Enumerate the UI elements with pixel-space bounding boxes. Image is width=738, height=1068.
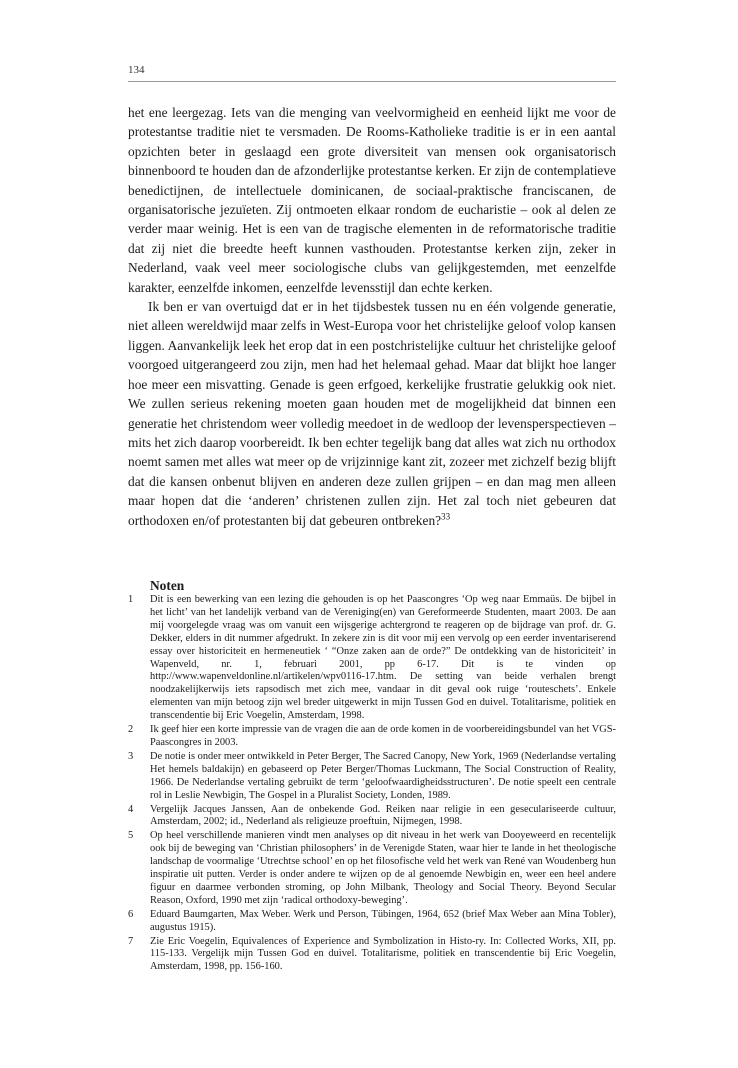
page-number: 134 xyxy=(128,64,145,76)
note-item xyxy=(128,804,616,830)
note-number: 4 xyxy=(128,803,134,815)
note-number: 3 xyxy=(128,750,134,762)
note-item xyxy=(128,936,616,975)
note-number: 1 xyxy=(128,594,134,605)
note-item xyxy=(128,724,616,750)
paragraph: het ene leergezag. Iets van die menging van veelvormigheid en eenheid lijkt me voor de protestantse traditie niet te versmaden. De Rooms-Katholieke traditie is er in een aantal opzichten beter in geslaagd een grote diversiteit van mensen ook organisatorisch binnenboord te houden dan de afzonderlijke protestantse kerken. Er zijn de contemplatieve benedictijnen, de intellectuele dominicanen, de sociaal-praktische franciscanen, de organisatorische jezuïeten. Zij ontmoeten elkaar rondom de eucharistie – ook al delen ze verder maar weinig. Het is een van de tragische elementen in de reformatorische traditie dat zij niet die breedte heeft kunnen vasthouden. Protestantse kerken zijn, zeker in Nederland, vaak veel meer sociologische clubs van gelijkgestemden, met eenzelfde karakter, eenzelfde inkomen, eenzelfde levensstijl dan echte kerken. xyxy=(128,105,616,295)
body-text xyxy=(128,103,616,530)
footnote-reference[interactable]: 33 xyxy=(441,511,451,522)
note-number: 2 xyxy=(128,724,134,736)
note-text: Eduard Baumgarten, Max Weber. Werk und Person, Tübingen, 1964, 652 (brief Max Weber aan Mina Tobler), augustus 1915). xyxy=(150,908,616,933)
note-text: Zie Eric Voegelin, Equivalences of Experience and Symbolization in Histo-ry. In: Collected Works, XII, pp. 115-133. Vergelijk mijn Tussen God en duivel. Totalitarisme, politiek en transcendentie bij Eric Voegelin, Amsterdam, 1998, pp. 156-160. xyxy=(150,935,616,973)
paragraph xyxy=(128,297,616,530)
header-rule xyxy=(128,81,616,82)
notes-list xyxy=(128,594,616,975)
note-number: 7 xyxy=(128,935,134,947)
notes-heading: Noten xyxy=(150,578,185,593)
note-text: Ik geef hier een korte impressie van de vragen die aan de orde komen in de voorbereidingsbundel van het VGS-Paascongres in 2003. xyxy=(150,724,616,748)
note-number: 5 xyxy=(128,830,134,842)
note-text: Vergelijk Jacques Janssen, Aan de onbekende God. Reiken naar religie in een geseculariseerde cultuur, Amsterdam, 2002; id., Nederland als religieuze proeftuin, Nijmegen, 1998. xyxy=(150,803,616,828)
note-number: 6 xyxy=(128,908,134,920)
note-text: Dit is een bewerking van een lezing die gehouden is op het Paascongres ‘Op weg naar Emmaüs. De bijbel in het licht’ van het landelijk verband van de Vereniging(en) van Gereformeerde Studenten, maart 2003. De aan mij voorgelegde vraag was om vanuit een wijsgerige achtergrond te reageren op de bijdrage van prof. dr. G. Dekker, elders in dit nummer afgedrukt. In zekere zin is dit voor mij een vervolg op een eerder inventariserend essay over historiciteit en hermeneutiek ‘ “Onze zaken aan de orde?” De ontdekking van de historiciteit’ in Wapenveld, nr. 1, februari 2001, pp 6-17. Dit is te vinden op http://www.wapenveldonline.nl/artikelen/wpv0116-17.htm. De setting van beide verhalen brengt noodzakelijkerwijs iets rapsodisch met zich mee, vandaar in dit geval ook ruige ‘routeschets’. Enkele elementen van mijn betoog zijn wel breder uitgewerkt in mijn Tussen God en duivel. Totalitarisme, politiek en transcendentie bij Eric Voegelin, Amsterdam, 1998. xyxy=(150,594,616,722)
paragraph-text: Ik ben er van overtuigd dat er in het tijdsbestek tussen nu en één volgende generatie, niet alleen wereldwijd maar zelfs in West-Europa voor het christelijke geloof volop kansen liggen. Aanvankelijk leek het erop dat in een postchristelijke cultuur het christelijke geloof voorgoed uitgerangeerd zou zijn, men had het helemaal gehad. Maar dat blijkt hoe langer hoe meer een misvatting. Genade is geen erfgoed, kerkelijke frustratie gelukkig ook niet. We zullen serieus rekening moeten gaan houden met de mogelijkheid dat binnen een generatie het christendom weer volledig meedoet in de wedloop der levensperspectieven – mits het zich daarop voorbereidt. Ik ben echter tegelijk bang dat alles wat zich nu orthodox noemt samen met alles wat meer op de vrijzinnige kant zit, zozeer met zichzelf bezig blijft dat die kansen onbenut blijven en anderen deze zullen grijpen – en dan mag men alleen maar hopen dat die ‘anderen’ christenen zullen zijn. Het zal toch niet gebeuren dat orthodoxen en/of protestanten bij dat gebeuren ontbreken? xyxy=(128,299,616,528)
note-item xyxy=(128,594,616,723)
note-text: Op heel verschillende manieren vindt men analyses op dit niveau in het werk van Dooyeweerd en recentelijk ook bij de beweging van ‘Christian philosophers’ in de Verenigde Staten, waar hier te lande in het theologische landschap de voormalige ‘Utrechtse school’ en op het filosofische veld het werk van René van Woudenberg hun inspiratie uit putten. Verder is onder andere te wijzen op de al genoemde Newbigin en, weer een heel andere figuur en daarmee verbonden stroming, op John Milbank, Theology and Social Theory. Beyond Secular Reason, Oxford, 1990 met zijn ‘radical orthodoxy-beweging’. xyxy=(150,830,616,906)
note-item xyxy=(128,830,616,907)
note-item xyxy=(128,909,616,935)
note-text: De notie is onder meer ontwikkeld in Peter Berger, The Sacred Canopy, New York, 1969 (Nederlandse vertaling Het hemels baldakijn) en gebaseerd op Peter Berger/Thomas Luckmann, The Social Construction of Reality, 1966. De Nederlandse vertaling gebruikt de term ‘geloofwaardigheidsstructuren’. De notie speelt een centrale rol in Leslie Newbigin, The Gospel in a Pluralist Society, Londen, 1989. xyxy=(150,750,616,801)
note-item xyxy=(128,751,616,803)
